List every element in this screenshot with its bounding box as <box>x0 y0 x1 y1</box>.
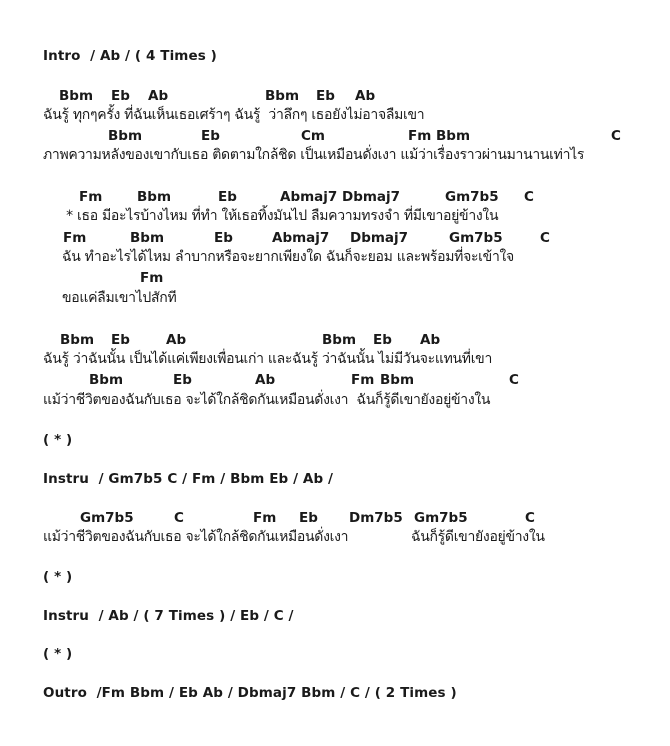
chord: Bbm <box>60 332 95 348</box>
verse1-lyric-1: ฉันรู้ ทุกๆครั้ง ที่ฉันเห็นเธอเศร้าๆ ฉันรู้ ว่าลึกๆ เธอยังไม่อาจลืมเขา <box>43 107 425 123</box>
verse1-lyric-2: ภาพความหลังของเขากับเธอ ติดตามใกล้ชิด เป็นเหมือนดั่งเงา แม้ว่าเรื่องราวผ่านมานานเท่าไร <box>43 147 585 163</box>
chord: Ab <box>148 88 169 104</box>
chord: Eb <box>299 510 318 526</box>
chord: Eb <box>201 128 220 144</box>
chord: Bbm <box>89 372 124 388</box>
chorus-lyric-1: * เธอ มีอะไรบ้างไหม ที่ทำ ให้เธอทิ้งมันไป ลืมความทรงจำ ที่มีเขาอยู่ข้างใน <box>62 208 499 224</box>
verse2-lyric-2: แม้ว่าชีวิตของฉันกับเธอ จะได้ใกล้ชิดกันเหมือนดั่งเงา ฉันก็รู้ดีเขายังอยู่ข้างใน <box>43 392 491 408</box>
chord: Gm7b5 <box>80 510 134 526</box>
chord: Fm <box>253 510 277 526</box>
chord: Bbm <box>137 189 172 205</box>
chord: Ab <box>355 88 376 104</box>
instrumental-line-1: Instru / Gm7b5 C / Fm / Bbm Eb / Ab / <box>43 471 334 487</box>
chord: Ab <box>255 372 276 388</box>
chorus-lyric-3: ขอแค่ลืมเขาไปสักที <box>62 290 177 306</box>
chord: Eb <box>218 189 237 205</box>
chord: Gm7b5 <box>449 230 503 246</box>
chord: Ab <box>166 332 187 348</box>
chord: Bbm <box>130 230 165 246</box>
chord: C <box>540 230 550 246</box>
chord: Eb <box>111 332 130 348</box>
instrumental-line-2: Instru / Ab / ( 7 Times ) / Eb / C / <box>43 608 294 624</box>
outro-line: Outro /Fm Bbm / Eb Ab / Dbmaj7 Bbm / C / ( 2 Times ) <box>43 685 457 701</box>
chord: C <box>525 510 535 526</box>
chord: Eb <box>373 332 392 348</box>
chord: C <box>611 128 621 144</box>
chord: Fm <box>79 189 103 205</box>
chord: C <box>174 510 184 526</box>
chord: C <box>524 189 534 205</box>
repeat-chorus-marker: ( * ) <box>43 432 73 448</box>
chord: Fm <box>63 230 87 246</box>
chord: Abmaj7 <box>272 230 330 246</box>
chord: C <box>509 372 519 388</box>
chorus-lyric-2: ฉัน ทำอะไรได้ไหม ลำบากหรือจะยากเพียงใด ฉันก็จะยอม และพร้อมที่จะเข้าใจ <box>62 249 514 265</box>
chord: Bbm <box>322 332 357 348</box>
chord: Bbm <box>380 372 415 388</box>
chord: Eb <box>214 230 233 246</box>
repeat-chorus-marker: ( * ) <box>43 646 73 662</box>
chord: Dbmaj7 <box>342 189 401 205</box>
chord: Fm <box>351 372 375 388</box>
chord: Fm Bbm <box>408 128 471 144</box>
chord: Gm7b5 <box>445 189 499 205</box>
chord: Eb <box>173 372 192 388</box>
chord: Ab <box>420 332 441 348</box>
chord: Fm <box>140 270 164 286</box>
chord: Bbm <box>265 88 300 104</box>
chord: Abmaj7 <box>280 189 338 205</box>
chord: Dbmaj7 <box>350 230 409 246</box>
chord: Eb <box>316 88 335 104</box>
chord: Bbm <box>108 128 143 144</box>
bridge-lyric-a: แม้ว่าชีวิตของฉันกับเธอ จะได้ใกล้ชิดกันเหมือนดั่งเงา <box>43 529 349 545</box>
intro-line: Intro / Ab / ( 4 Times ) <box>43 48 217 64</box>
chord: Bbm <box>59 88 94 104</box>
chord: Dm7b5 <box>349 510 403 526</box>
verse2-lyric-1: ฉันรู้ ว่าฉันนั้น เป็นได้แค่เพียงเพื่อนเก่า และฉันรู้ ว่าฉันนั้น ไม่มีวันจะแทนที่เขา <box>43 351 493 367</box>
chord: Eb <box>111 88 130 104</box>
repeat-chorus-marker: ( * ) <box>43 569 73 585</box>
chord: Cm <box>301 128 325 144</box>
chord: Gm7b5 <box>414 510 468 526</box>
bridge-lyric-b: ฉันก็รู้ดีเขายังอยู่ข้างใน <box>411 529 545 545</box>
